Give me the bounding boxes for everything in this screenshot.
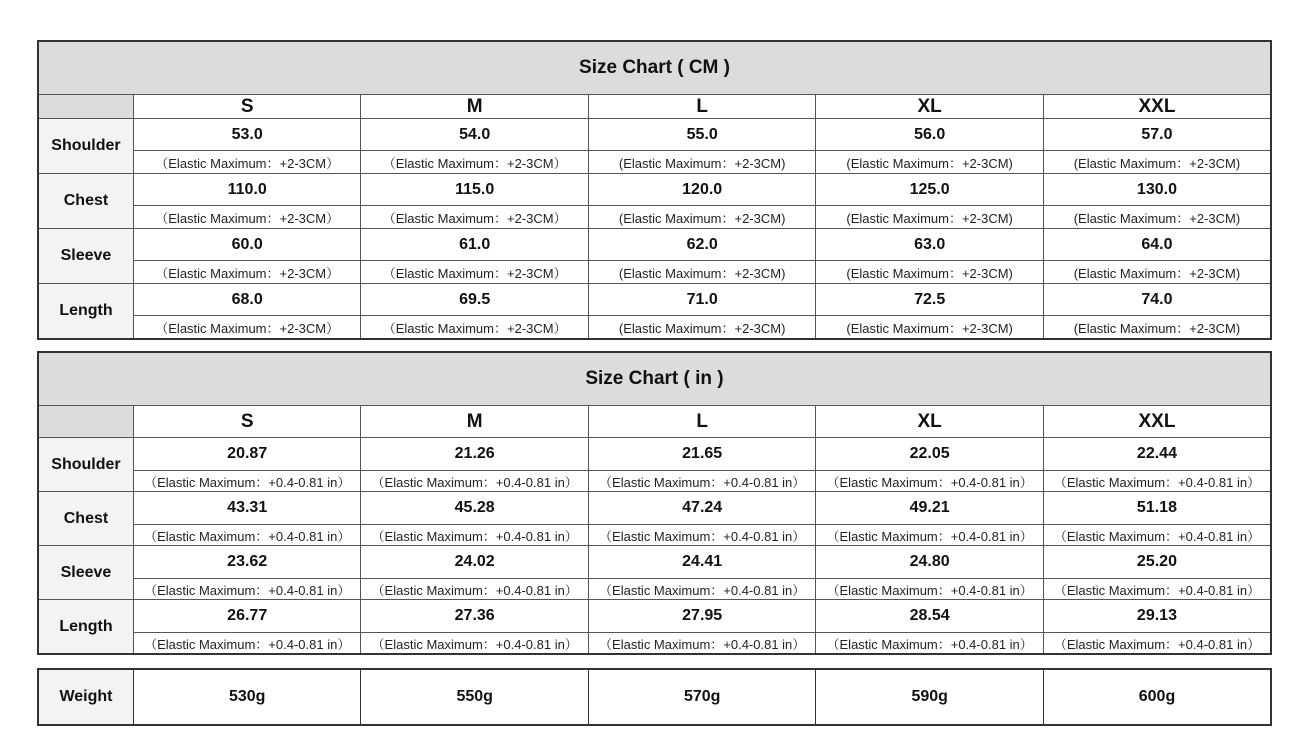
elastic-note: （Elastic Maximum：+0.4-0.81 in） xyxy=(133,471,360,492)
elastic-note: (Elastic Maximum：+2-3CM) xyxy=(1043,206,1271,229)
table-row xyxy=(38,284,1271,316)
elastic-note: （Elastic Maximum：+0.4-0.81 in） xyxy=(816,579,1043,600)
table-row xyxy=(38,316,1271,340)
measurement-value: 23.62 xyxy=(133,546,360,579)
measurement-value: 74.0 xyxy=(1043,284,1271,316)
measurement-value: 24.80 xyxy=(816,546,1043,579)
measurement-value: 51.18 xyxy=(1043,492,1271,525)
measurement-value: 22.05 xyxy=(816,438,1043,471)
table-row xyxy=(38,119,1271,151)
table-row xyxy=(38,174,1271,206)
size-header: XL xyxy=(816,406,1043,438)
measurement-value: 115.0 xyxy=(361,174,588,206)
measurement-value: 47.24 xyxy=(588,492,815,525)
elastic-note: （Elastic Maximum：+0.4-0.81 in） xyxy=(1043,525,1271,546)
table-row xyxy=(38,546,1271,579)
size-header: S xyxy=(133,406,360,438)
elastic-note: （Elastic Maximum：+0.4-0.81 in） xyxy=(588,579,815,600)
row-label: Chest xyxy=(38,174,133,229)
table-row xyxy=(38,600,1271,633)
elastic-note: （Elastic Maximum：+2-3CM） xyxy=(361,261,588,284)
elastic-note: (Elastic Maximum：+2-3CM) xyxy=(816,151,1043,174)
measurement-value: 130.0 xyxy=(1043,174,1271,206)
table-row xyxy=(38,206,1271,229)
corner-cell xyxy=(38,95,133,119)
table-row xyxy=(38,261,1271,284)
measurement-value: 60.0 xyxy=(133,229,360,261)
measurement-value: 25.20 xyxy=(1043,546,1271,579)
elastic-note: （Elastic Maximum：+0.4-0.81 in） xyxy=(816,633,1043,655)
measurement-value: 56.0 xyxy=(816,119,1043,151)
table-row xyxy=(38,525,1271,546)
elastic-note: (Elastic Maximum：+2-3CM) xyxy=(816,261,1043,284)
elastic-note: （Elastic Maximum：+0.4-0.81 in） xyxy=(361,471,588,492)
size-header: M xyxy=(361,406,588,438)
elastic-note: (Elastic Maximum：+2-3CM) xyxy=(1043,151,1271,174)
elastic-note: （Elastic Maximum：+2-3CM） xyxy=(361,206,588,229)
elastic-note: （Elastic Maximum：+0.4-0.81 in） xyxy=(1043,579,1271,600)
table-row xyxy=(38,492,1271,525)
table-row xyxy=(38,151,1271,174)
elastic-note: （Elastic Maximum：+0.4-0.81 in） xyxy=(588,633,815,655)
weight-value: 570g xyxy=(588,669,816,725)
measurement-value: 28.54 xyxy=(816,600,1043,633)
elastic-note: （Elastic Maximum：+2-3CM） xyxy=(133,261,360,284)
measurement-value: 61.0 xyxy=(361,229,588,261)
measurement-value: 24.02 xyxy=(361,546,588,579)
weight-label: Weight xyxy=(38,669,133,725)
table-row xyxy=(38,471,1271,492)
measurement-value: 63.0 xyxy=(816,229,1043,261)
elastic-note: (Elastic Maximum：+2-3CM) xyxy=(816,316,1043,340)
weight-value: 530g xyxy=(133,669,361,725)
elastic-note: (Elastic Maximum：+2-3CM) xyxy=(1043,261,1271,284)
row-label: Sleeve xyxy=(38,546,133,600)
measurement-value: 27.95 xyxy=(588,600,815,633)
size-header: S xyxy=(133,95,360,119)
measurement-value: 21.26 xyxy=(361,438,588,471)
corner-cell xyxy=(38,406,133,438)
measurement-value: 72.5 xyxy=(816,284,1043,316)
elastic-note: （Elastic Maximum：+0.4-0.81 in） xyxy=(816,471,1043,492)
measurement-value: 64.0 xyxy=(1043,229,1271,261)
measurement-value: 20.87 xyxy=(133,438,360,471)
size-header: L xyxy=(588,406,815,438)
elastic-note: （Elastic Maximum：+2-3CM） xyxy=(133,151,360,174)
row-label: Length xyxy=(38,284,133,340)
measurement-value: 57.0 xyxy=(1043,119,1271,151)
elastic-note: （Elastic Maximum：+0.4-0.81 in） xyxy=(1043,471,1271,492)
measurement-value: 69.5 xyxy=(361,284,588,316)
row-label: Sleeve xyxy=(38,229,133,284)
elastic-note: （Elastic Maximum：+0.4-0.81 in） xyxy=(133,525,360,546)
weight-value: 590g xyxy=(816,669,1044,725)
table-row xyxy=(38,669,1271,725)
size-header: XL xyxy=(816,95,1043,119)
elastic-note: （Elastic Maximum：+2-3CM） xyxy=(133,206,360,229)
elastic-note: （Elastic Maximum：+0.4-0.81 in） xyxy=(361,525,588,546)
elastic-note: (Elastic Maximum：+2-3CM) xyxy=(1043,316,1271,340)
measurement-value: 110.0 xyxy=(133,174,360,206)
elastic-note: (Elastic Maximum：+2-3CM) xyxy=(588,316,815,340)
weight-table xyxy=(37,668,1272,726)
size-header: L xyxy=(588,95,815,119)
elastic-note: (Elastic Maximum：+2-3CM) xyxy=(816,206,1043,229)
size-chart-in-title: Size Chart ( in ) xyxy=(38,352,1271,406)
measurement-value: 24.41 xyxy=(588,546,815,579)
size-header: XXL xyxy=(1043,406,1271,438)
measurement-value: 120.0 xyxy=(588,174,815,206)
measurement-value: 45.28 xyxy=(361,492,588,525)
measurement-value: 29.13 xyxy=(1043,600,1271,633)
measurement-value: 71.0 xyxy=(588,284,815,316)
elastic-note: （Elastic Maximum：+0.4-0.81 in） xyxy=(133,579,360,600)
elastic-note: （Elastic Maximum：+0.4-0.81 in） xyxy=(361,579,588,600)
table-row xyxy=(38,229,1271,261)
measurement-value: 26.77 xyxy=(133,600,360,633)
elastic-note: （Elastic Maximum：+2-3CM） xyxy=(361,316,588,340)
row-label: Shoulder xyxy=(38,438,133,492)
size-header: XXL xyxy=(1043,95,1271,119)
elastic-note: （Elastic Maximum：+2-3CM） xyxy=(361,151,588,174)
elastic-note: （Elastic Maximum：+0.4-0.81 in） xyxy=(588,471,815,492)
measurement-value: 49.21 xyxy=(816,492,1043,525)
table-row xyxy=(38,633,1271,655)
measurement-value: 55.0 xyxy=(588,119,815,151)
size-chart-cm-table xyxy=(37,40,1272,340)
measurement-value: 27.36 xyxy=(361,600,588,633)
table-row xyxy=(38,438,1271,471)
measurement-value: 62.0 xyxy=(588,229,815,261)
elastic-note: （Elastic Maximum：+0.4-0.81 in） xyxy=(1043,633,1271,655)
weight-value: 550g xyxy=(361,669,589,725)
measurement-value: 68.0 xyxy=(133,284,360,316)
size-chart-in-table xyxy=(37,351,1272,655)
elastic-note: （Elastic Maximum：+0.4-0.81 in） xyxy=(133,633,360,655)
elastic-note: (Elastic Maximum：+2-3CM) xyxy=(588,206,815,229)
row-label: Chest xyxy=(38,492,133,546)
size-chart-cm-title: Size Chart ( CM ) xyxy=(38,41,1271,95)
size-header: M xyxy=(361,95,588,119)
measurement-value: 21.65 xyxy=(588,438,815,471)
measurement-value: 22.44 xyxy=(1043,438,1271,471)
row-label: Shoulder xyxy=(38,119,133,174)
row-label: Length xyxy=(38,600,133,655)
table-row xyxy=(38,579,1271,600)
measurement-value: 125.0 xyxy=(816,174,1043,206)
elastic-note: （Elastic Maximum：+0.4-0.81 in） xyxy=(588,525,815,546)
measurement-value: 43.31 xyxy=(133,492,360,525)
elastic-note: (Elastic Maximum：+2-3CM) xyxy=(588,151,815,174)
measurement-value: 53.0 xyxy=(133,119,360,151)
elastic-note: （Elastic Maximum：+2-3CM） xyxy=(133,316,360,340)
elastic-note: （Elastic Maximum：+0.4-0.81 in） xyxy=(816,525,1043,546)
elastic-note: （Elastic Maximum：+0.4-0.81 in） xyxy=(361,633,588,655)
weight-value: 600g xyxy=(1043,669,1271,725)
measurement-value: 54.0 xyxy=(361,119,588,151)
elastic-note: (Elastic Maximum：+2-3CM) xyxy=(588,261,815,284)
